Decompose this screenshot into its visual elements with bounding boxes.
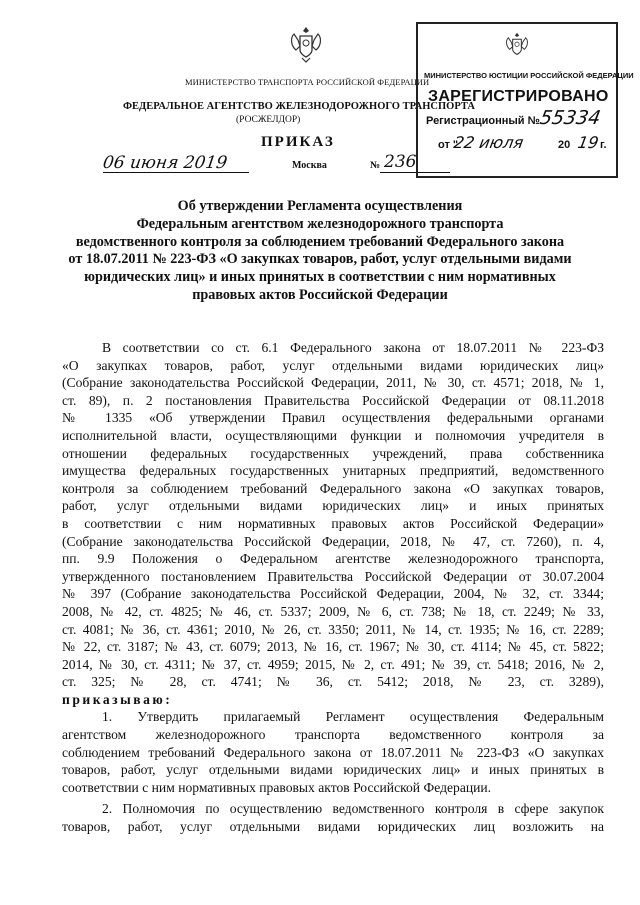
body-line: исполнительной власти, осуществляющими функции и полномочия учредителя в xyxy=(62,427,604,443)
body-line: ст. 325; № 28, ст. 4741; № 36, ст. 5412; 2018, № 23, ст. 3289), xyxy=(62,674,604,690)
stamp-coat-of-arms-icon xyxy=(504,30,530,60)
body-line: «О закупках товаров, работ, услуг отдельными видами юридических лиц» xyxy=(62,357,604,373)
title-line: правовых актов Российской Федерации xyxy=(192,286,448,303)
body-line: пп. 9.9 Положения о Федеральном агентстве железнодорожного транспорта, xyxy=(62,551,604,567)
body-line: агентством железнодорожного транспорта ведомственного контроля за xyxy=(62,727,604,743)
stamp-from-label: от " xyxy=(438,139,459,151)
title-line: Об утверждении Регламента осуществления xyxy=(177,198,463,214)
paragraph-preamble xyxy=(62,339,604,708)
title-line: ведомственного контроля за соблюдением требований Федерального закона xyxy=(75,233,565,250)
paragraph-item-2 xyxy=(62,800,604,835)
city-name: Москва xyxy=(292,160,327,171)
body-line: товаров, работ, услуг отдельными видами юридических лиц возложить на xyxy=(62,819,604,835)
registration-stamp xyxy=(416,22,634,178)
body-line: (Собрание законодательства Российской Федерации, 2011, № 30, ст. 4571; 2018, № 1, xyxy=(62,375,604,391)
body-line: № 397 (Собрание законодательства Российской Федерации, 2004, № 32, ст. 3344; xyxy=(62,586,604,602)
ministry-name: МИНИСТЕРСТВО ТРАНСПОРТА РОССИЙСКОЙ ФЕДЕРАЦИИ xyxy=(185,77,430,87)
body-line: № 22, ст. 3187; № 43, ст. 6079; 2013, № 16, ст. 1967; № 30, ст. 4114; № 45, ст. 5822; xyxy=(62,639,604,655)
body-line: имущества федеральных государственных унитарных предприятий, ведомственного xyxy=(62,463,604,479)
body-line: 1. Утвердить прилагаемый Регламент осуществления Федеральным xyxy=(102,709,604,725)
body-line: 2014, № 30, ст. 4311; № 37, ст. 4959; 2015, № 2, ст. 491; № 39, ст. 5418; 2016, № 2, xyxy=(62,656,604,672)
order-title: ПРИКАЗ xyxy=(261,134,335,150)
stamp-registered: ЗАРЕГИСТРИРОВАНО xyxy=(428,88,609,105)
body-line: ст. 89), п. 2 постановления Правительства Российской Федерации от 08.11.2018 xyxy=(62,392,604,408)
stamp-reg-number: 55334 xyxy=(538,107,603,129)
agency-short-name: (РОСЖЕЛДОР) xyxy=(236,115,301,125)
body-line: контроля за соблюдением требований Федерального закона «О закупках товаров, xyxy=(62,480,604,496)
order-number-handwritten: 236 xyxy=(384,152,417,172)
document-body xyxy=(62,339,604,836)
agency-name: ФЕДЕРАЛЬНОЕ АГЕНТСТВО ЖЕЛЕЗНОДОРОЖНОГО ТРАНСПОРТА xyxy=(123,101,475,112)
date-underline xyxy=(103,172,249,173)
body-line: в соответствии с ним нормативных правовых актов Российской Федерации» xyxy=(62,515,604,531)
document-title xyxy=(60,198,580,305)
title-line: Федеральным агентством железнодорожного транспорта xyxy=(136,215,504,232)
order-word: приказываю: xyxy=(62,691,173,707)
stamp-year-suffix: 19 xyxy=(576,133,601,152)
title-line: от 18.07.2011 № 223-ФЗ «О закупках товаров, работ, услуг отдельными видами xyxy=(68,251,572,268)
paragraph-item-1 xyxy=(62,708,604,796)
body-line: 2. Полномочия по осуществлению ведомственного контроля в сфере закупок xyxy=(102,801,604,817)
body-line: ст. 4081; № 36, ст. 4361; 2010, № 26, ст. 3350; 2011, № 14, ст. 1935; № 16, ст. 2289; xyxy=(62,621,604,637)
body-line: № 1335 «Об утверждении Правил осуществления федеральными органами xyxy=(62,410,604,426)
coat-of-arms-icon xyxy=(288,24,324,64)
stamp-reg-number-label: Регистрационный № xyxy=(426,115,540,127)
body-line: отношении федеральных государственных учреждений, права собственника xyxy=(62,445,604,461)
body-line: (Собрание законодательства Российской Федерации, 2018, № 47, ст. 7260), п. 4, xyxy=(62,533,604,549)
stamp-year-prefix: 20 xyxy=(558,139,571,151)
stamp-ministry: МИНИСТЕРСТВО ЮСТИЦИИ РОССИЙСКОЙ ФЕДЕРАЦИИ xyxy=(424,71,634,80)
order-date-handwritten: 06 июня 2019 xyxy=(101,153,229,173)
body-line: 2008, № 42, ст. 4825; № 46, ст. 5337; 2009, № 6, ст. 738; № 18, ст. 2249; № 33, xyxy=(62,603,604,619)
body-line: В соответствии со ст. 6.1 Федерального закона от 18.07.2011 № 223-ФЗ xyxy=(102,340,604,355)
body-line: работ, услуг отдельными видами юридических лиц» и иных принятых xyxy=(62,498,604,514)
body-line: соответствии с ним нормативных правовых актов Российской Федерации. xyxy=(62,779,492,795)
body-line: утвержденного постановлением Правительства Российской Федерации от 30.07.2004 xyxy=(62,568,604,584)
order-number-label: № xyxy=(370,160,381,171)
body-line: товаров, работ, услуг отдельными видами юридических лиц» и иных принятых в xyxy=(62,762,604,778)
body-line: соблюдением требований Федерального закона от 18.07.2011 № 223-ФЗ «О закупках xyxy=(62,744,604,760)
title-line: юридических лиц» и иных принятых в соответствии с ним нормативных xyxy=(84,269,556,286)
stamp-year-g: г. xyxy=(600,139,607,151)
stamp-reg-date: 22 июля xyxy=(452,133,525,152)
